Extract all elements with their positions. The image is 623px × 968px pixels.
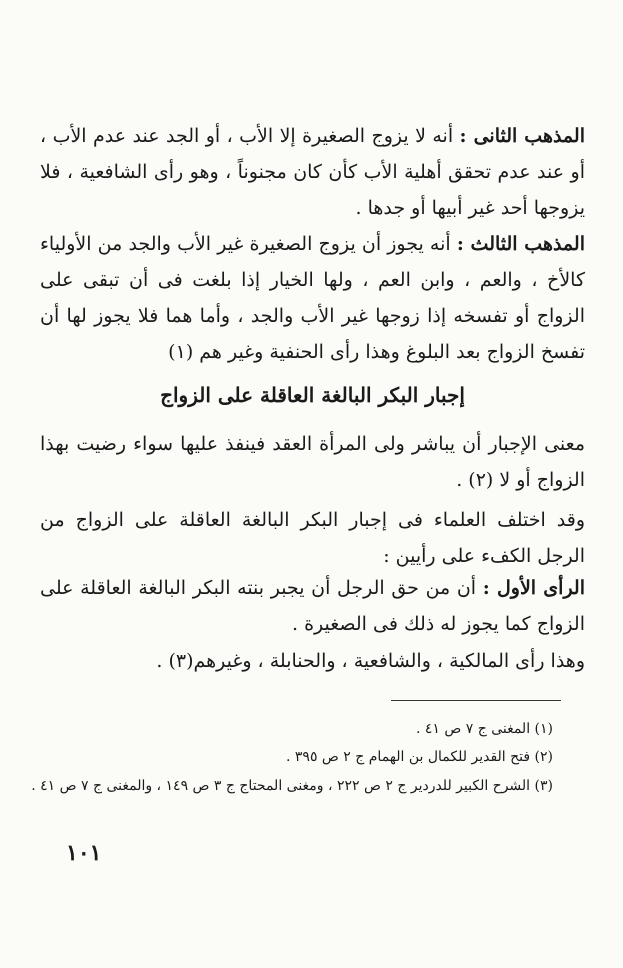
footnote-2: (٢) فتح القدير للكمال بن الهمام ج ٢ ص ٣٩٥ . xyxy=(286,749,553,765)
footnote-divider xyxy=(391,700,561,701)
paragraph-text: أنه يجوز أن يزوج الصغيرة غير الأب والجد من الأولياء كالأخ ، والعم ، وابن العم ، ولها الخيار إذا بلغت فى أن تبقى على الزواج أو تفسخه إذا زوجها غير الأب والجد ، وأما هما فلا يجوز لها أن تفسخ الزواج بعد البلوغ وهذا رأى الحنفية وغير هم (١) xyxy=(40,233,585,363)
paragraph-label: المذهب الثالث : xyxy=(456,233,585,255)
paragraph-third-school xyxy=(40,226,585,370)
footnote-3: (٣) الشرح الكبير للدردير ج ٢ ص ٢٢٢ ، ومغنى المحتاج ج ٣ ص ١٤٩ ، والمغنى ج ٧ ص ٤١ . xyxy=(31,778,553,794)
page-number: ١٠١ xyxy=(66,840,102,866)
paragraph-schools-view: وهذا رأى المالكية ، والشافعية ، والحنابلة ، وغيرهم(٣) . xyxy=(156,650,585,672)
paragraph-text: أنه لا يزوج الصغيرة إلا الأب ، أو الجد عند عدم الأب ، أو عند عدم تحقق أهلية الأب كأن كان مجنوناً ، وهو رأى الشافعية ، فلا يزوجها أحد غير أبيها أو جدها . xyxy=(40,125,585,219)
section-heading: إجبار البكر البالغة العاقلة على الزواج xyxy=(160,383,465,407)
paragraph-definition: معنى الإجبار أن يباشر ولى المرأة العقد فينفذ عليها سواء رضيت بهذا الزواج أو لا (٢) . xyxy=(40,433,585,491)
footnote-1: (١) المغنى ج ٧ ص ٤١ . xyxy=(415,721,553,737)
paragraph-disagreement: وقد اختلف العلماء فى إجبار البكر البالغة العاقلة على الزواج من الرجل الكفء على رأيين : xyxy=(40,509,585,567)
paragraph-text: أن من حق الرجل أن يجبر بنته البكر البالغة العاقلة على الزواج كما يجوز له ذلك فى الصغيرة . xyxy=(40,577,585,635)
paragraph-label: المذهب الثانى : xyxy=(459,125,585,147)
paragraph-first-opinion xyxy=(40,570,585,642)
paragraph-label: الرأى الأول : xyxy=(482,577,585,599)
paragraph-second-school xyxy=(40,118,585,226)
